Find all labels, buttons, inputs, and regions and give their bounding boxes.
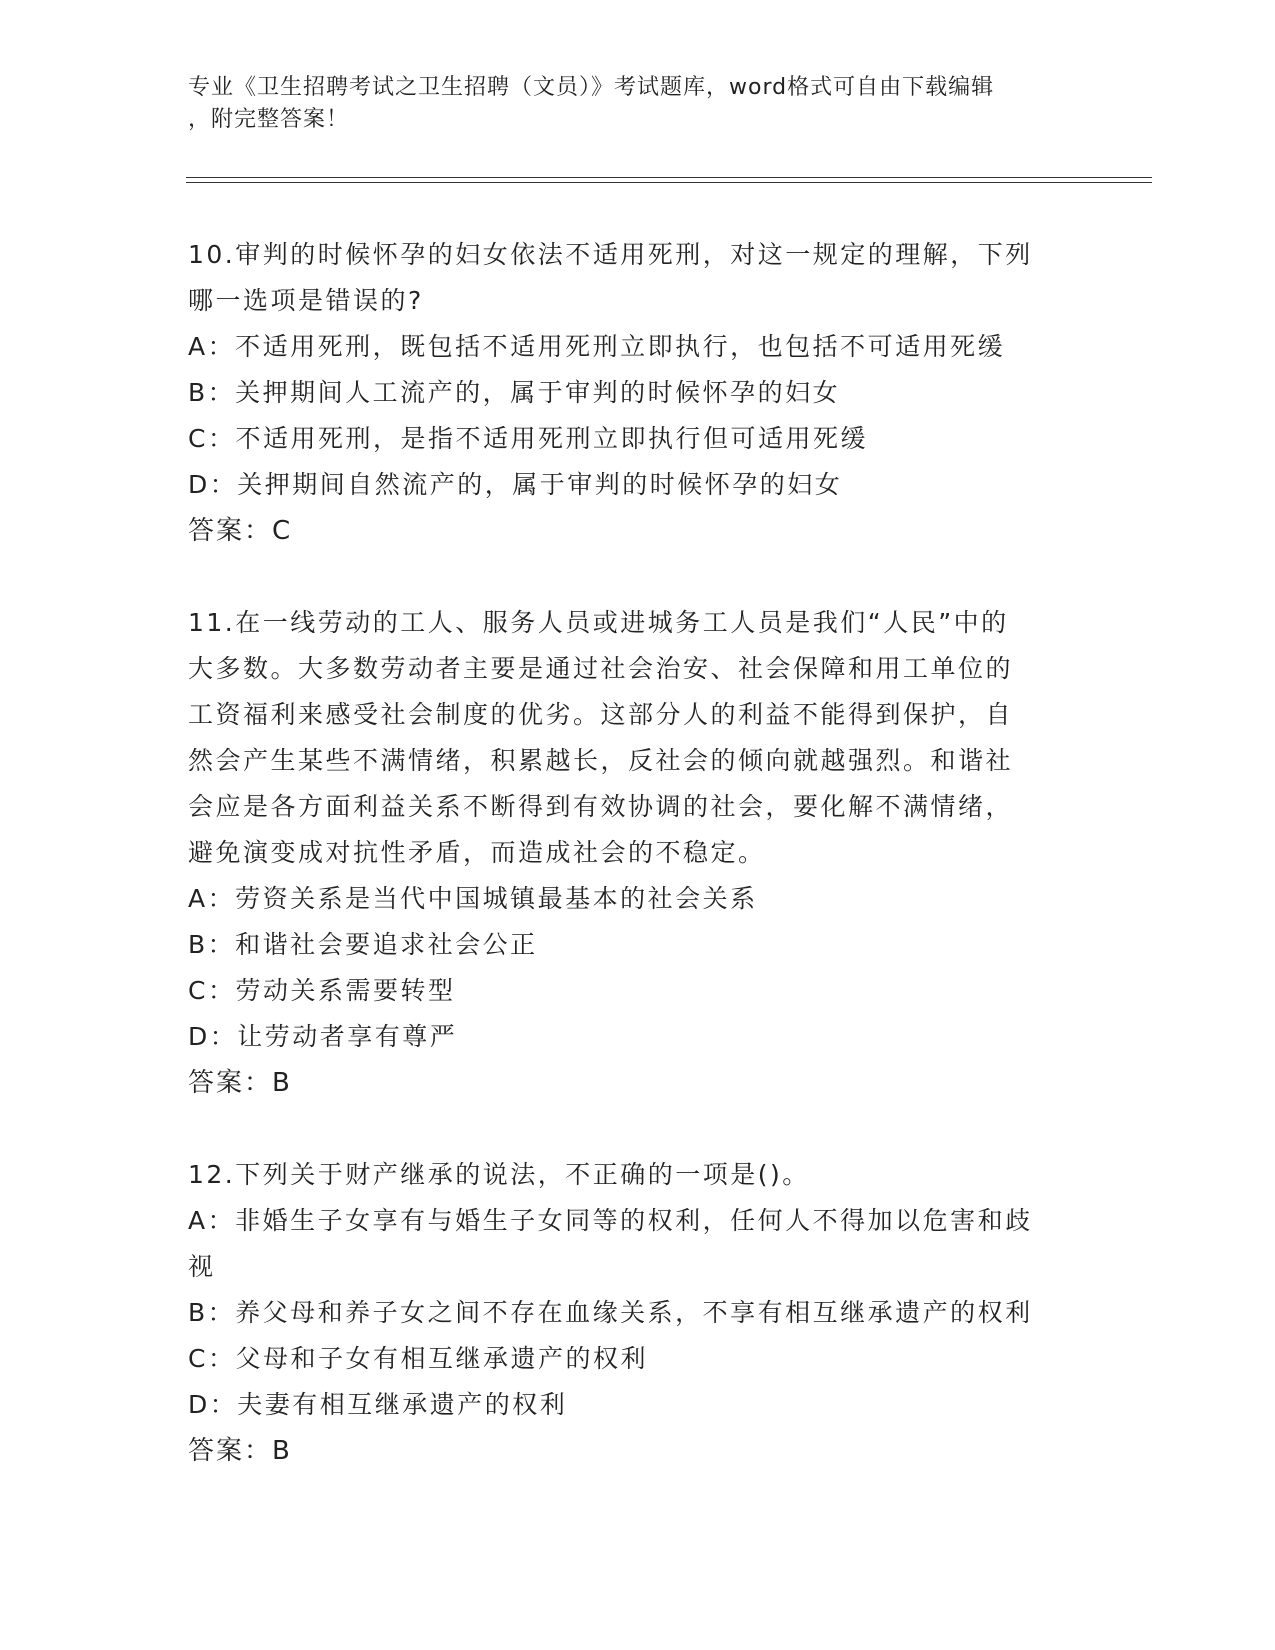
- question-stem-line: 工资福利来感受社会制度的优劣。这部分人的利益不能得到保护，自: [188, 700, 1014, 729]
- option-d: D：关押期间自然流产的，属于审判的时候怀孕的妇女: [188, 470, 843, 499]
- option-a: A：不适用死刑，既包括不适用死刑立即执行，也包括不可适用死缓: [188, 332, 1006, 361]
- document-header: [188, 72, 1068, 136]
- option-c: C：劳动关系需要转型: [188, 976, 456, 1005]
- option-d: D：夫妻有相互继承遗产的权利: [188, 1390, 568, 1419]
- question-stem-line: 12.下列关于财产继承的说法，不正确的一项是()。: [188, 1160, 810, 1189]
- option-a-continued: 视: [188, 1252, 216, 1281]
- question-stem-line: 避免演变成对抗性矛盾，而造成社会的不稳定。: [188, 838, 766, 867]
- header-rule-bottom: [186, 182, 1152, 183]
- option-b: B：关押期间人工流产的，属于审判的时候怀孕的妇女: [188, 378, 841, 407]
- option-c: C：不适用死刑，是指不适用死刑立即执行但可适用死缓: [188, 424, 868, 453]
- option-a: A：非婚生子女享有与婚生子女同等的权利，任何人不得加以危害和歧: [188, 1206, 1033, 1235]
- question-stem-line: 会应是各方面利益关系不断得到有效协调的社会，要化解不满情绪，: [188, 792, 1014, 821]
- header-line-2: ，附完整答案！: [188, 107, 350, 132]
- header-rule-top: [186, 177, 1152, 178]
- header-line-1: 专业《卫生招聘考试之卫生招聘（文员）》考试题库，word格式可自由下载编辑: [188, 75, 995, 100]
- question-stem-line: 10.审判的时候怀孕的妇女依法不适用死刑，对这一规定的理解，下列: [188, 240, 1033, 269]
- question-11: [188, 600, 1088, 1106]
- option-b: B：养父母和养子女之间不存在血缘关系，不享有相互继承遗产的权利: [188, 1298, 1033, 1327]
- question-stem-line: 大多数。大多数劳动者主要是通过社会治安、社会保障和用工单位的: [188, 654, 1014, 683]
- answer-line: 答案：B: [188, 1436, 292, 1466]
- question-stem-line: 11.在一线劳动的工人、服务人员或进城务工人员是我们“人民”中的: [188, 608, 1009, 637]
- question-12: [188, 1152, 1088, 1474]
- option-b: B：和谐社会要追求社会公正: [188, 930, 538, 959]
- option-a: A：劳资关系是当代中国城镇最基本的社会关系: [188, 884, 758, 913]
- answer-line: 答案：C: [188, 516, 293, 546]
- option-c: C：父母和子女有相互继承遗产的权利: [188, 1344, 648, 1373]
- option-d: D：让劳动者享有尊严: [188, 1022, 458, 1051]
- question-stem-line: 哪一选项是错误的?: [188, 286, 424, 315]
- question-stem-line: 然会产生某些不满情绪，积累越长，反社会的倾向就越强烈。和谐社: [188, 746, 1014, 775]
- answer-line: 答案：B: [188, 1068, 292, 1098]
- question-list: [188, 232, 1088, 1474]
- question-10: [188, 232, 1088, 554]
